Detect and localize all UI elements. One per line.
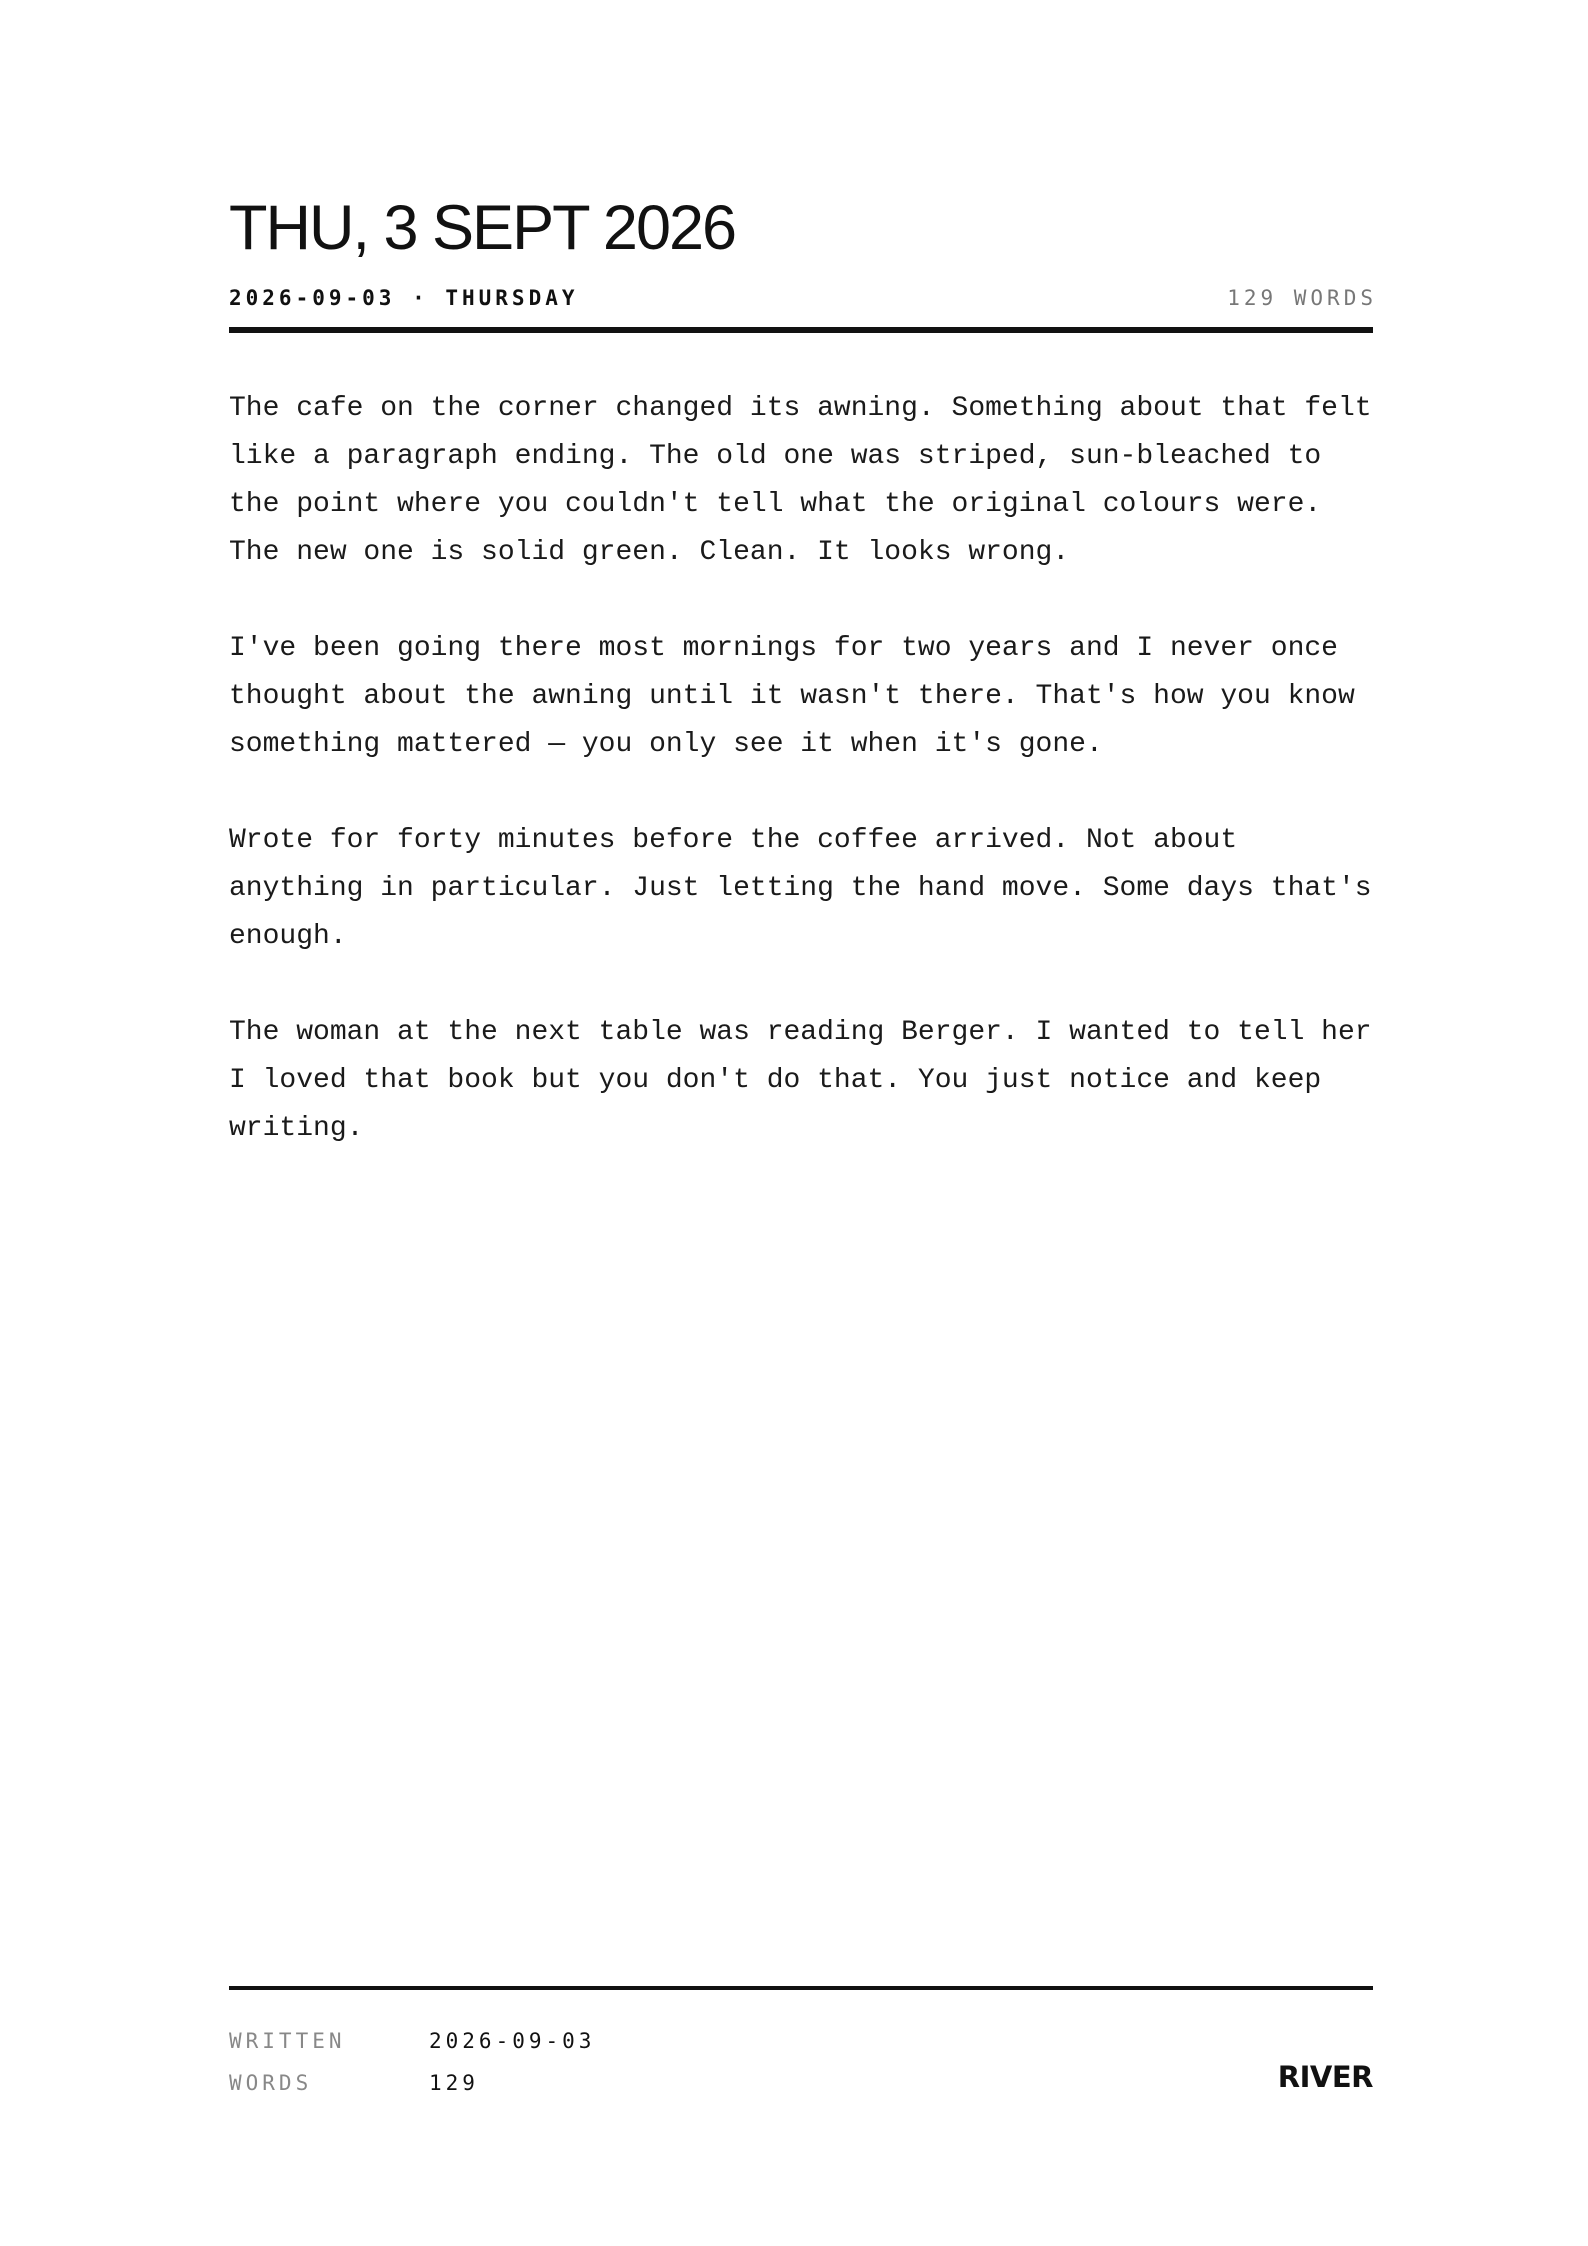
entry-date-line: 2026-09-03 · THURSDAY <box>229 286 579 310</box>
footer-divider <box>229 1986 1373 1990</box>
entry-paragraph: Wrote for forty minutes before the coffee arrived. Not about anything in particular. Just letting the hand move. Some days that's enough. <box>229 825 1372 952</box>
footer-written-row <box>229 2020 1373 2062</box>
footer-words-row <box>229 2062 1373 2104</box>
words-label: WORDS <box>229 2071 313 2095</box>
words-value: 129 <box>429 2071 479 2095</box>
entry-title: THU, 3 SEPT 2026 <box>229 193 736 263</box>
river-logo: RIVER <box>1277 2060 1373 2094</box>
header-divider <box>229 327 1373 333</box>
entry-paragraph: The woman at the next table was reading Berger. I wanted to tell her I loved that book but you don't do that. You just notice and keep writing. <box>229 1017 1372 1144</box>
entry-paragraph: The cafe on the corner changed its awning. Something about that felt like a paragraph ending. The old one was striped, sun-bleached to the point where you couldn't tell what the original colours were. The new one is solid green. Clean. It looks wrong. <box>229 393 1372 568</box>
journal-page <box>229 0 1377 2246</box>
footer-meta <box>229 2020 1373 2104</box>
entry-word-count: 129 WORDS <box>1227 286 1377 310</box>
entry-paragraph: I've been going there most mornings for two years and I never once thought about the awning until it wasn't there. That's how you know something mattered — you only see it when it's gone. <box>229 633 1355 760</box>
entry-meta-row <box>229 283 1377 313</box>
entry-body <box>229 385 1373 1201</box>
written-value: 2026-09-03 <box>429 2029 596 2053</box>
written-label: WRITTEN <box>229 2029 346 2053</box>
